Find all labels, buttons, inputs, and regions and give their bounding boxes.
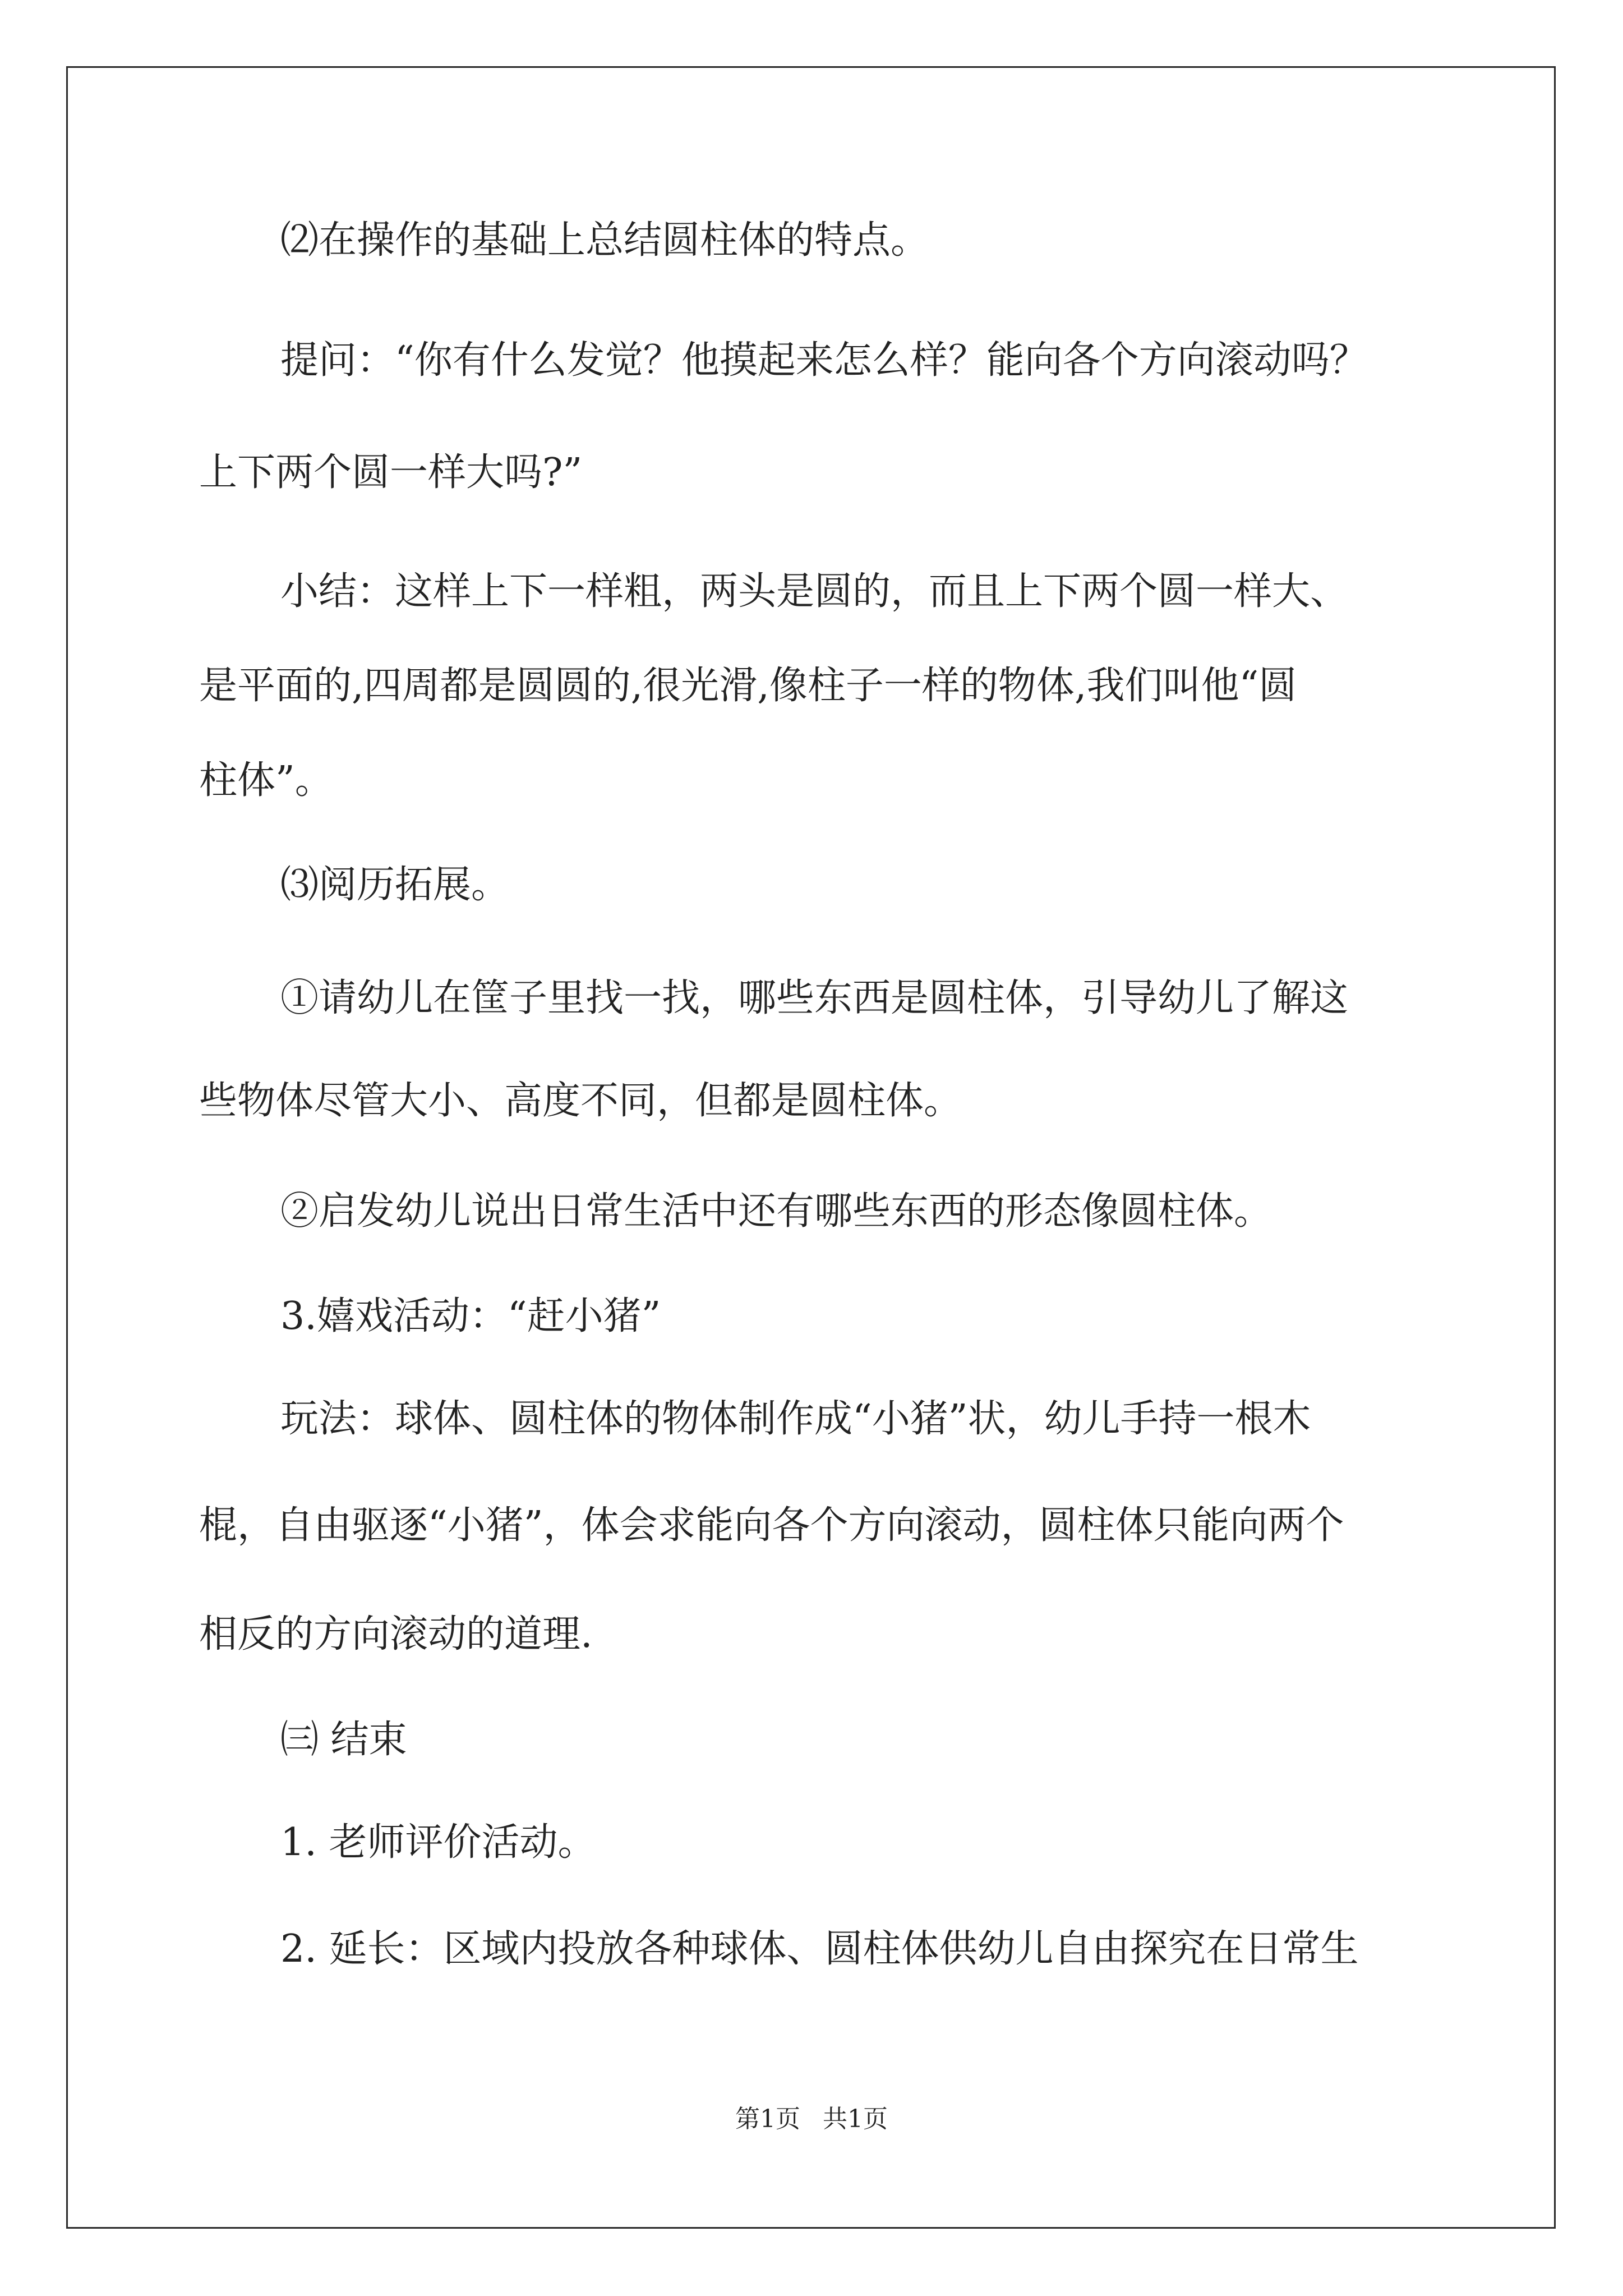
body-paragraph-line: ②启发幼儿说出日常生活中还有哪些东西的形态像圆柱体。: [280, 1189, 1272, 1234]
body-paragraph-line: 些物体尽管大小、高度不同，但都是圆柱体。: [199, 1079, 962, 1123]
body-paragraph-line: ①请幼儿在筐子里找一找，哪些东西是圆柱体，引导幼儿了解这: [280, 976, 1349, 1020]
page-border: [66, 66, 1556, 2229]
body-paragraph-line: ⑵在操作的基础上总结圆柱体的特点。: [280, 218, 929, 263]
body-paragraph-line: ⑶阅历拓展。: [280, 863, 510, 907]
body-paragraph-line: 2. 延长：区域内投放各种球体、圆柱体供幼儿自由探究在日常生: [280, 1927, 1359, 1971]
body-paragraph-line: 柱体”。: [199, 758, 333, 803]
page-footer: [0, 2104, 1623, 2135]
body-paragraph-line: 玩法：球体、圆柱体的物体制作成“小猪”状，幼儿手持一根木: [280, 1397, 1311, 1441]
page-number-current: 第1页: [735, 2105, 800, 2133]
body-paragraph-line: 小结：这样上下一样粗，两头是圆的，而且上下两个圆一样大、: [280, 569, 1349, 614]
body-paragraph-line: ㈢ 结束: [280, 1718, 407, 1762]
body-paragraph-line: 棍，自由驱逐“小猪”，体会求能向各个方向滚动，圆柱体只能向两个: [199, 1503, 1344, 1548]
body-paragraph-line: 是平面的,四周都是圆圆的,很光滑,像柱子一样的物体,我们叫他“圆: [199, 664, 1297, 708]
body-paragraph-line: 提问：“你有什么发觉？他摸起来怎么样？能向各个方向滚动吗？: [280, 338, 1368, 383]
body-paragraph-line: 相反的方向滚动的道理.: [199, 1612, 593, 1657]
page-number-total: 共1页: [823, 2105, 888, 2133]
body-paragraph-line: 3.嬉戏活动：“赶小猪”: [280, 1294, 661, 1338]
body-paragraph-line: 1. 老师评价活动。: [280, 1820, 596, 1865]
body-paragraph-line: 上下两个圆一样大吗?”: [199, 450, 583, 495]
